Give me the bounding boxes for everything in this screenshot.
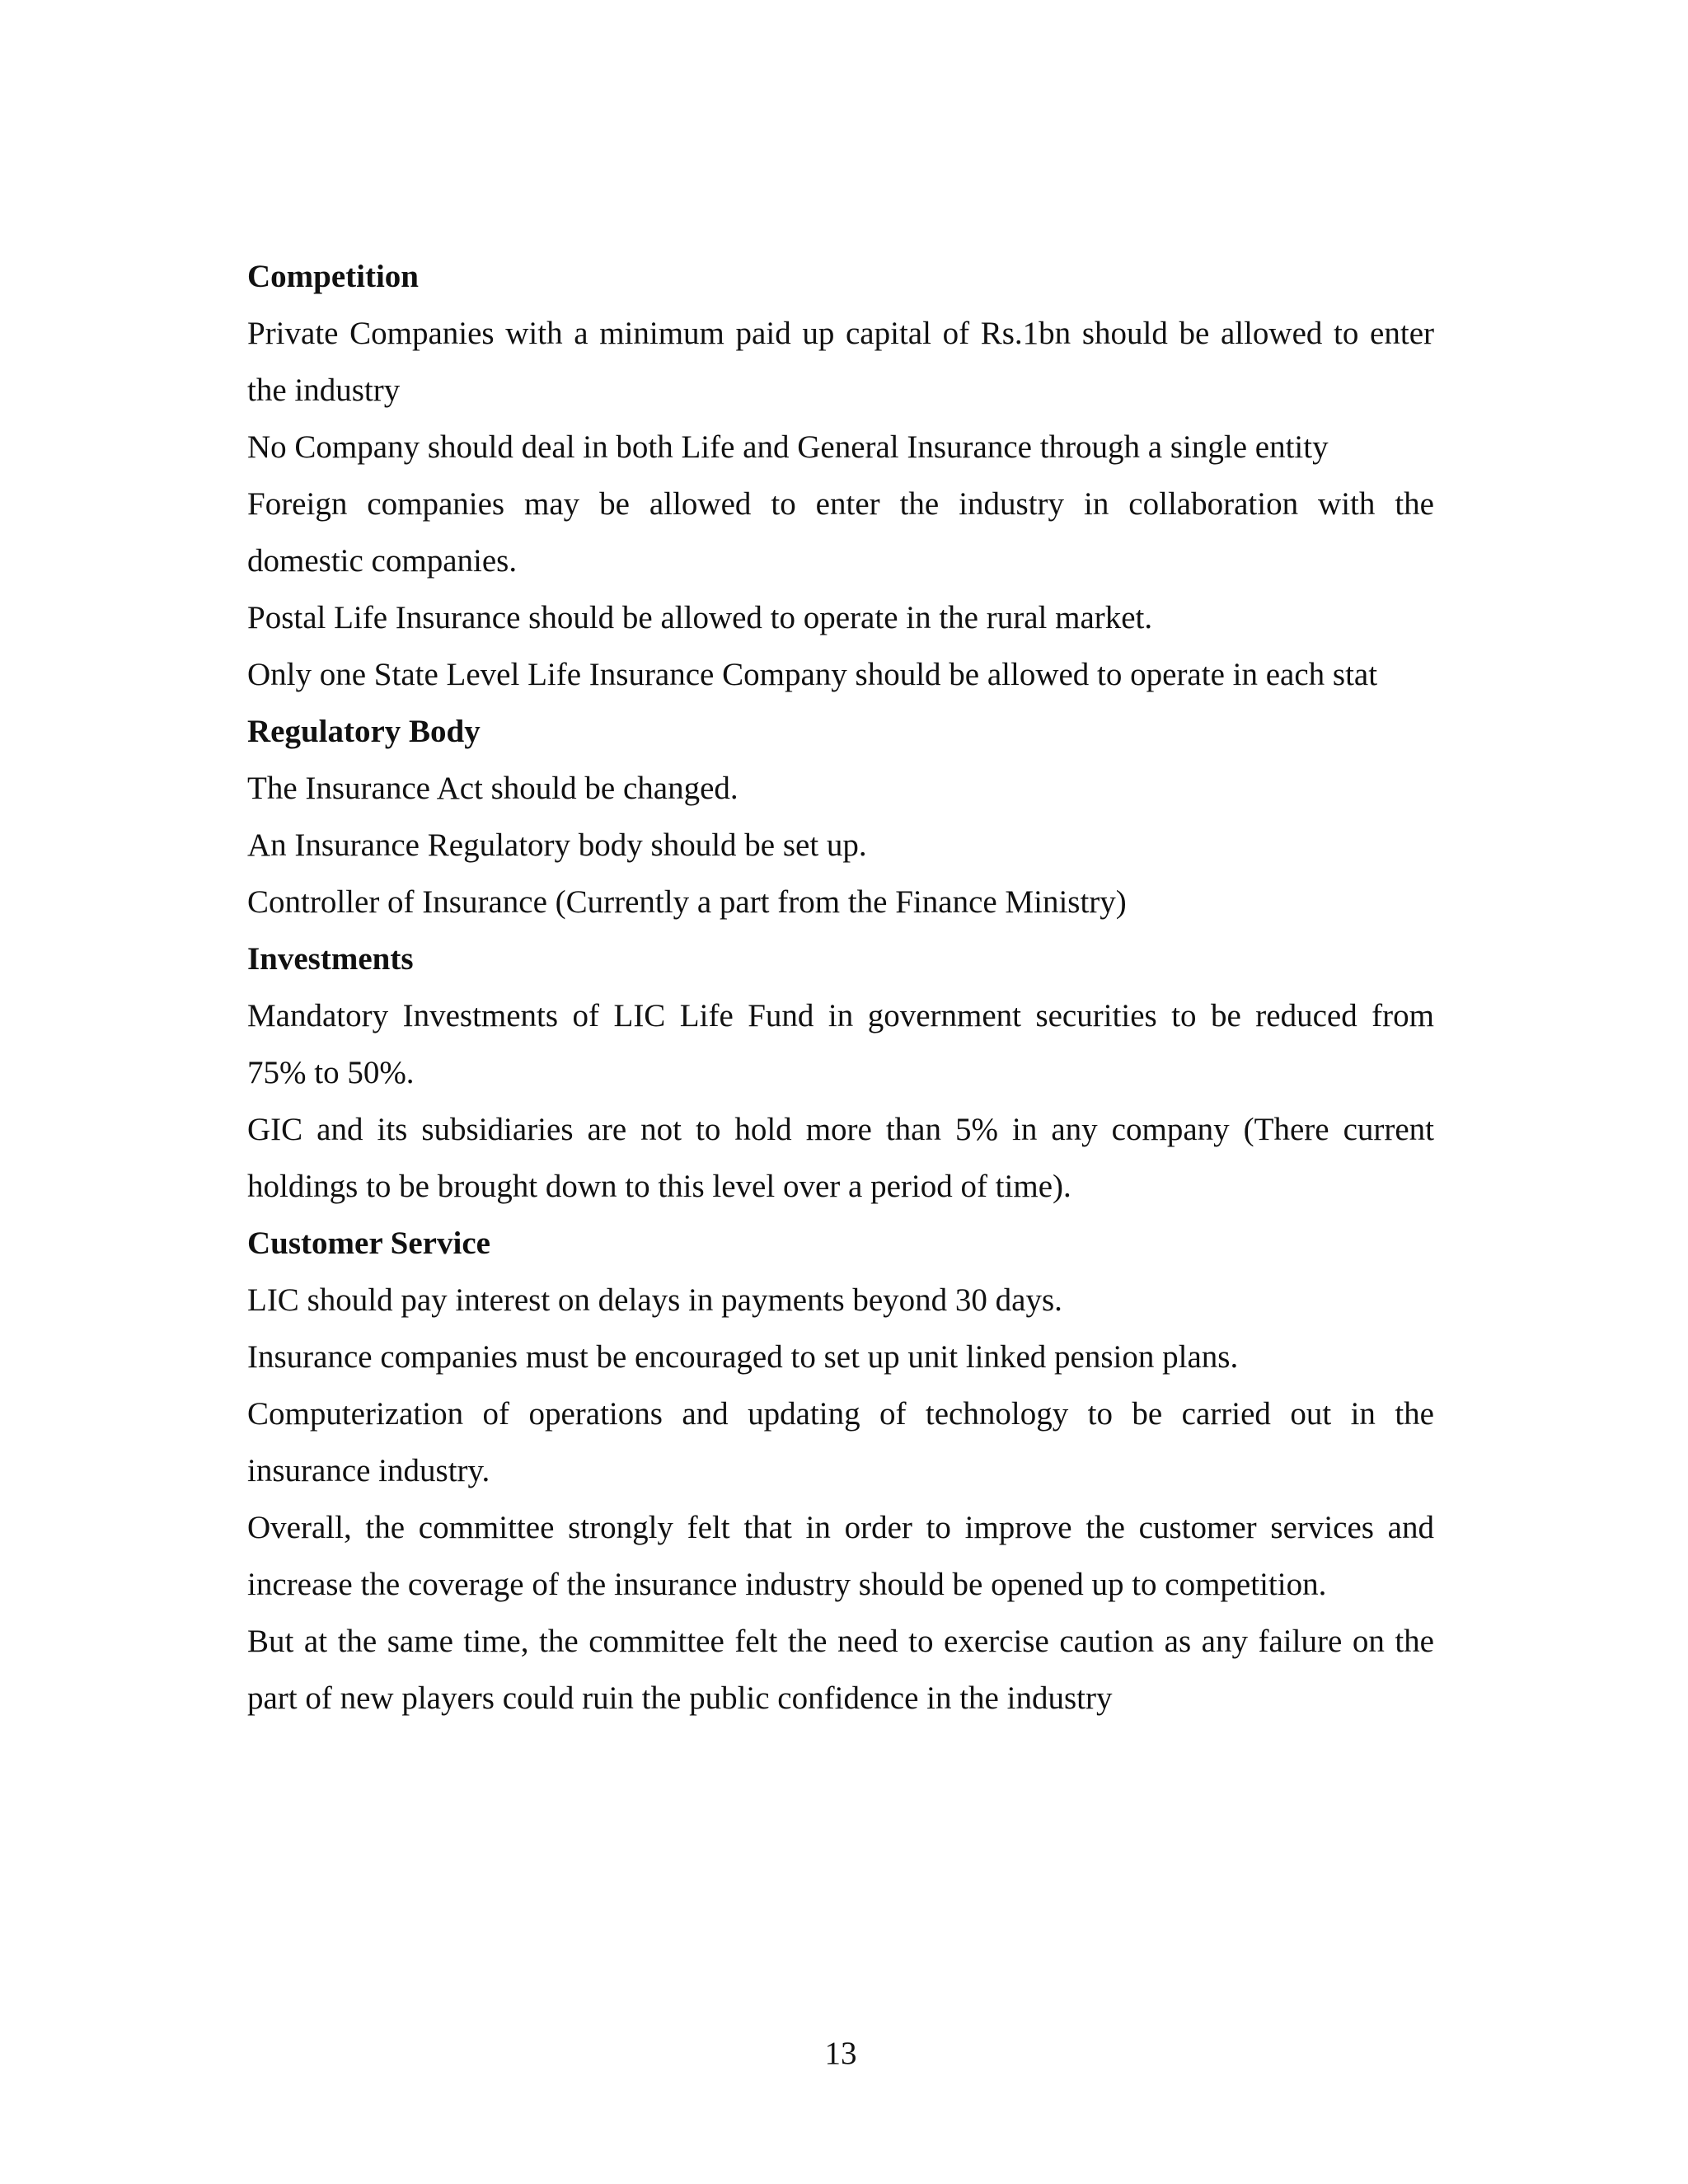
body-line: Insurance companies must be encouraged to set up unit linked pension plans. — [247, 1339, 1239, 1375]
page-number: 13 — [824, 2036, 857, 2071]
body-line: Foreign companies may be allowed to enter the industry in collaboration with the — [247, 486, 1434, 522]
body-line: Private Companies with a minimum paid up capital of Rs.1bn should be allowed to enter — [247, 316, 1434, 351]
body-line: The Insurance Act should be changed. — [247, 771, 738, 806]
body-line: Computerization of operations and updating of technology to be carried out in the — [247, 1396, 1434, 1432]
body-line: No Company should deal in both Life and General Insurance through a single entity — [247, 429, 1329, 465]
body-line: GIC and its subsidiaries are not to hold more than 5% in any company (There current — [247, 1112, 1434, 1147]
body-line: 75% to 50%. — [247, 1055, 415, 1090]
body-line: Mandatory Investments of LIC Life Fund in government securities to be reduced from — [247, 998, 1434, 1033]
body-line: Overall, the committee strongly felt that in order to improve the customer services and — [247, 1510, 1434, 1545]
body-line: the industry — [247, 373, 401, 408]
body-line: LIC should pay interest on delays in payments beyond 30 days. — [247, 1282, 1062, 1318]
body-line: But at the same time, the committee felt the need to exercise caution as any failure on the — [247, 1624, 1434, 1659]
section-heading-investments: Investments — [247, 941, 414, 977]
section-heading-regulatory-body: Regulatory Body — [247, 714, 481, 749]
body-line: part of new players could ruin the public confidence in the industry — [247, 1680, 1113, 1716]
body-line: Postal Life Insurance should be allowed to operate in the rural market. — [247, 600, 1153, 635]
body-line: An Insurance Regulatory body should be set up. — [247, 827, 867, 863]
document-body — [247, 248, 1434, 1727]
section-heading-competition: Competition — [247, 259, 419, 294]
body-line: Only one State Level Life Insurance Company should be allowed to operate in each stat — [247, 657, 1378, 692]
body-line: Controller of Insurance (Currently a part from the Finance Ministry) — [247, 884, 1127, 920]
body-line: increase the coverage of the insurance industry should be opened up to competition. — [247, 1567, 1327, 1602]
body-line: insurance industry. — [247, 1453, 490, 1488]
body-line: domestic companies. — [247, 543, 518, 579]
section-heading-customer-service: Customer Service — [247, 1226, 490, 1261]
body-line: holdings to be brought down to this level over a period of time). — [247, 1169, 1071, 1204]
